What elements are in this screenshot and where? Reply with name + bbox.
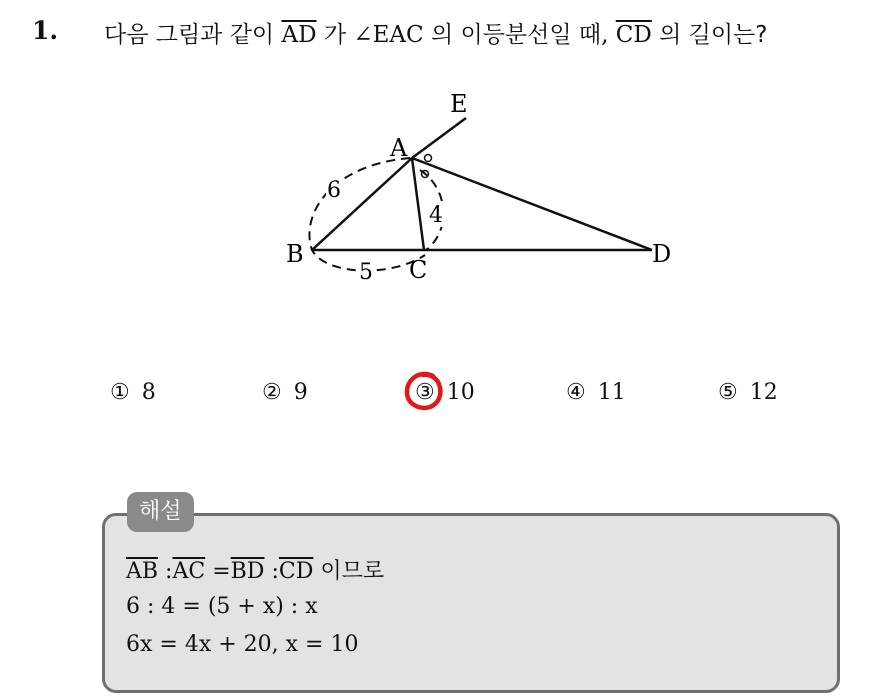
segment-ac: $\overline{AC}$ bbox=[172, 559, 206, 584]
arc-ab-bc bbox=[309, 158, 425, 271]
label-d: D bbox=[652, 240, 672, 268]
ratio-equals: = bbox=[205, 559, 231, 584]
segment-cd: $\overline{CD}$ bbox=[615, 22, 652, 48]
ratio-colon-1: : bbox=[158, 559, 173, 584]
choice-2[interactable] bbox=[262, 380, 308, 405]
choice-1-mark: ① bbox=[110, 380, 130, 405]
question-text-mid: 가 ∠EAC 의 이등분선일 때, bbox=[316, 22, 616, 48]
question-text-before: 다음 그림과 같이 bbox=[104, 22, 282, 48]
choice-5[interactable] bbox=[718, 380, 778, 405]
solution-tag: 해설 bbox=[127, 492, 194, 532]
length-ab: 6 bbox=[327, 178, 341, 203]
solution-suffix: 이므로 bbox=[313, 559, 385, 584]
label-e: E bbox=[450, 90, 468, 118]
answer-circle-mark bbox=[403, 368, 445, 412]
ratio-colon-2: : bbox=[264, 559, 279, 584]
choice-4[interactable] bbox=[566, 380, 626, 405]
choice-5-mark: ⑤ bbox=[718, 380, 738, 405]
choice-1[interactable] bbox=[110, 380, 156, 405]
solution-line-2: 6 : 4 = (5 + x) : x bbox=[126, 594, 318, 619]
line-ba bbox=[312, 158, 412, 250]
segment-bd: $\overline{BD}$ bbox=[230, 559, 265, 584]
label-a: A bbox=[390, 134, 408, 162]
label-b: B bbox=[286, 240, 304, 268]
choice-4-mark: ④ bbox=[566, 380, 586, 405]
length-bc: 5 bbox=[359, 260, 373, 285]
choice-3-mark: ③ bbox=[415, 380, 435, 405]
length-ac: 4 bbox=[429, 203, 443, 228]
question-text-after: 의 길이는? bbox=[651, 22, 768, 48]
question-number: 1. bbox=[32, 16, 59, 45]
choice-3-value: 10 bbox=[446, 380, 475, 405]
choice-1-value: 8 bbox=[141, 380, 156, 405]
solution-line-3: 6x = 4x + 20, x = 10 bbox=[126, 632, 359, 657]
segment-ad: $\overline{AD}$ bbox=[281, 22, 317, 48]
label-c: C bbox=[409, 256, 428, 284]
choice-2-mark: ② bbox=[262, 380, 282, 405]
choice-2-value: 9 bbox=[293, 380, 308, 405]
angle-mark-1 bbox=[425, 155, 432, 162]
choice-4-value: 11 bbox=[597, 380, 626, 405]
solution-line-1 bbox=[126, 554, 384, 585]
geometry-figure bbox=[0, 0, 884, 330]
line-ae bbox=[412, 118, 466, 158]
segment-ab: $\overline{AB}$ bbox=[126, 559, 159, 584]
choice-5-value: 12 bbox=[749, 380, 778, 405]
line-ad bbox=[412, 158, 652, 250]
segment-cd-solution: $\overline{CD}$ bbox=[278, 559, 314, 584]
